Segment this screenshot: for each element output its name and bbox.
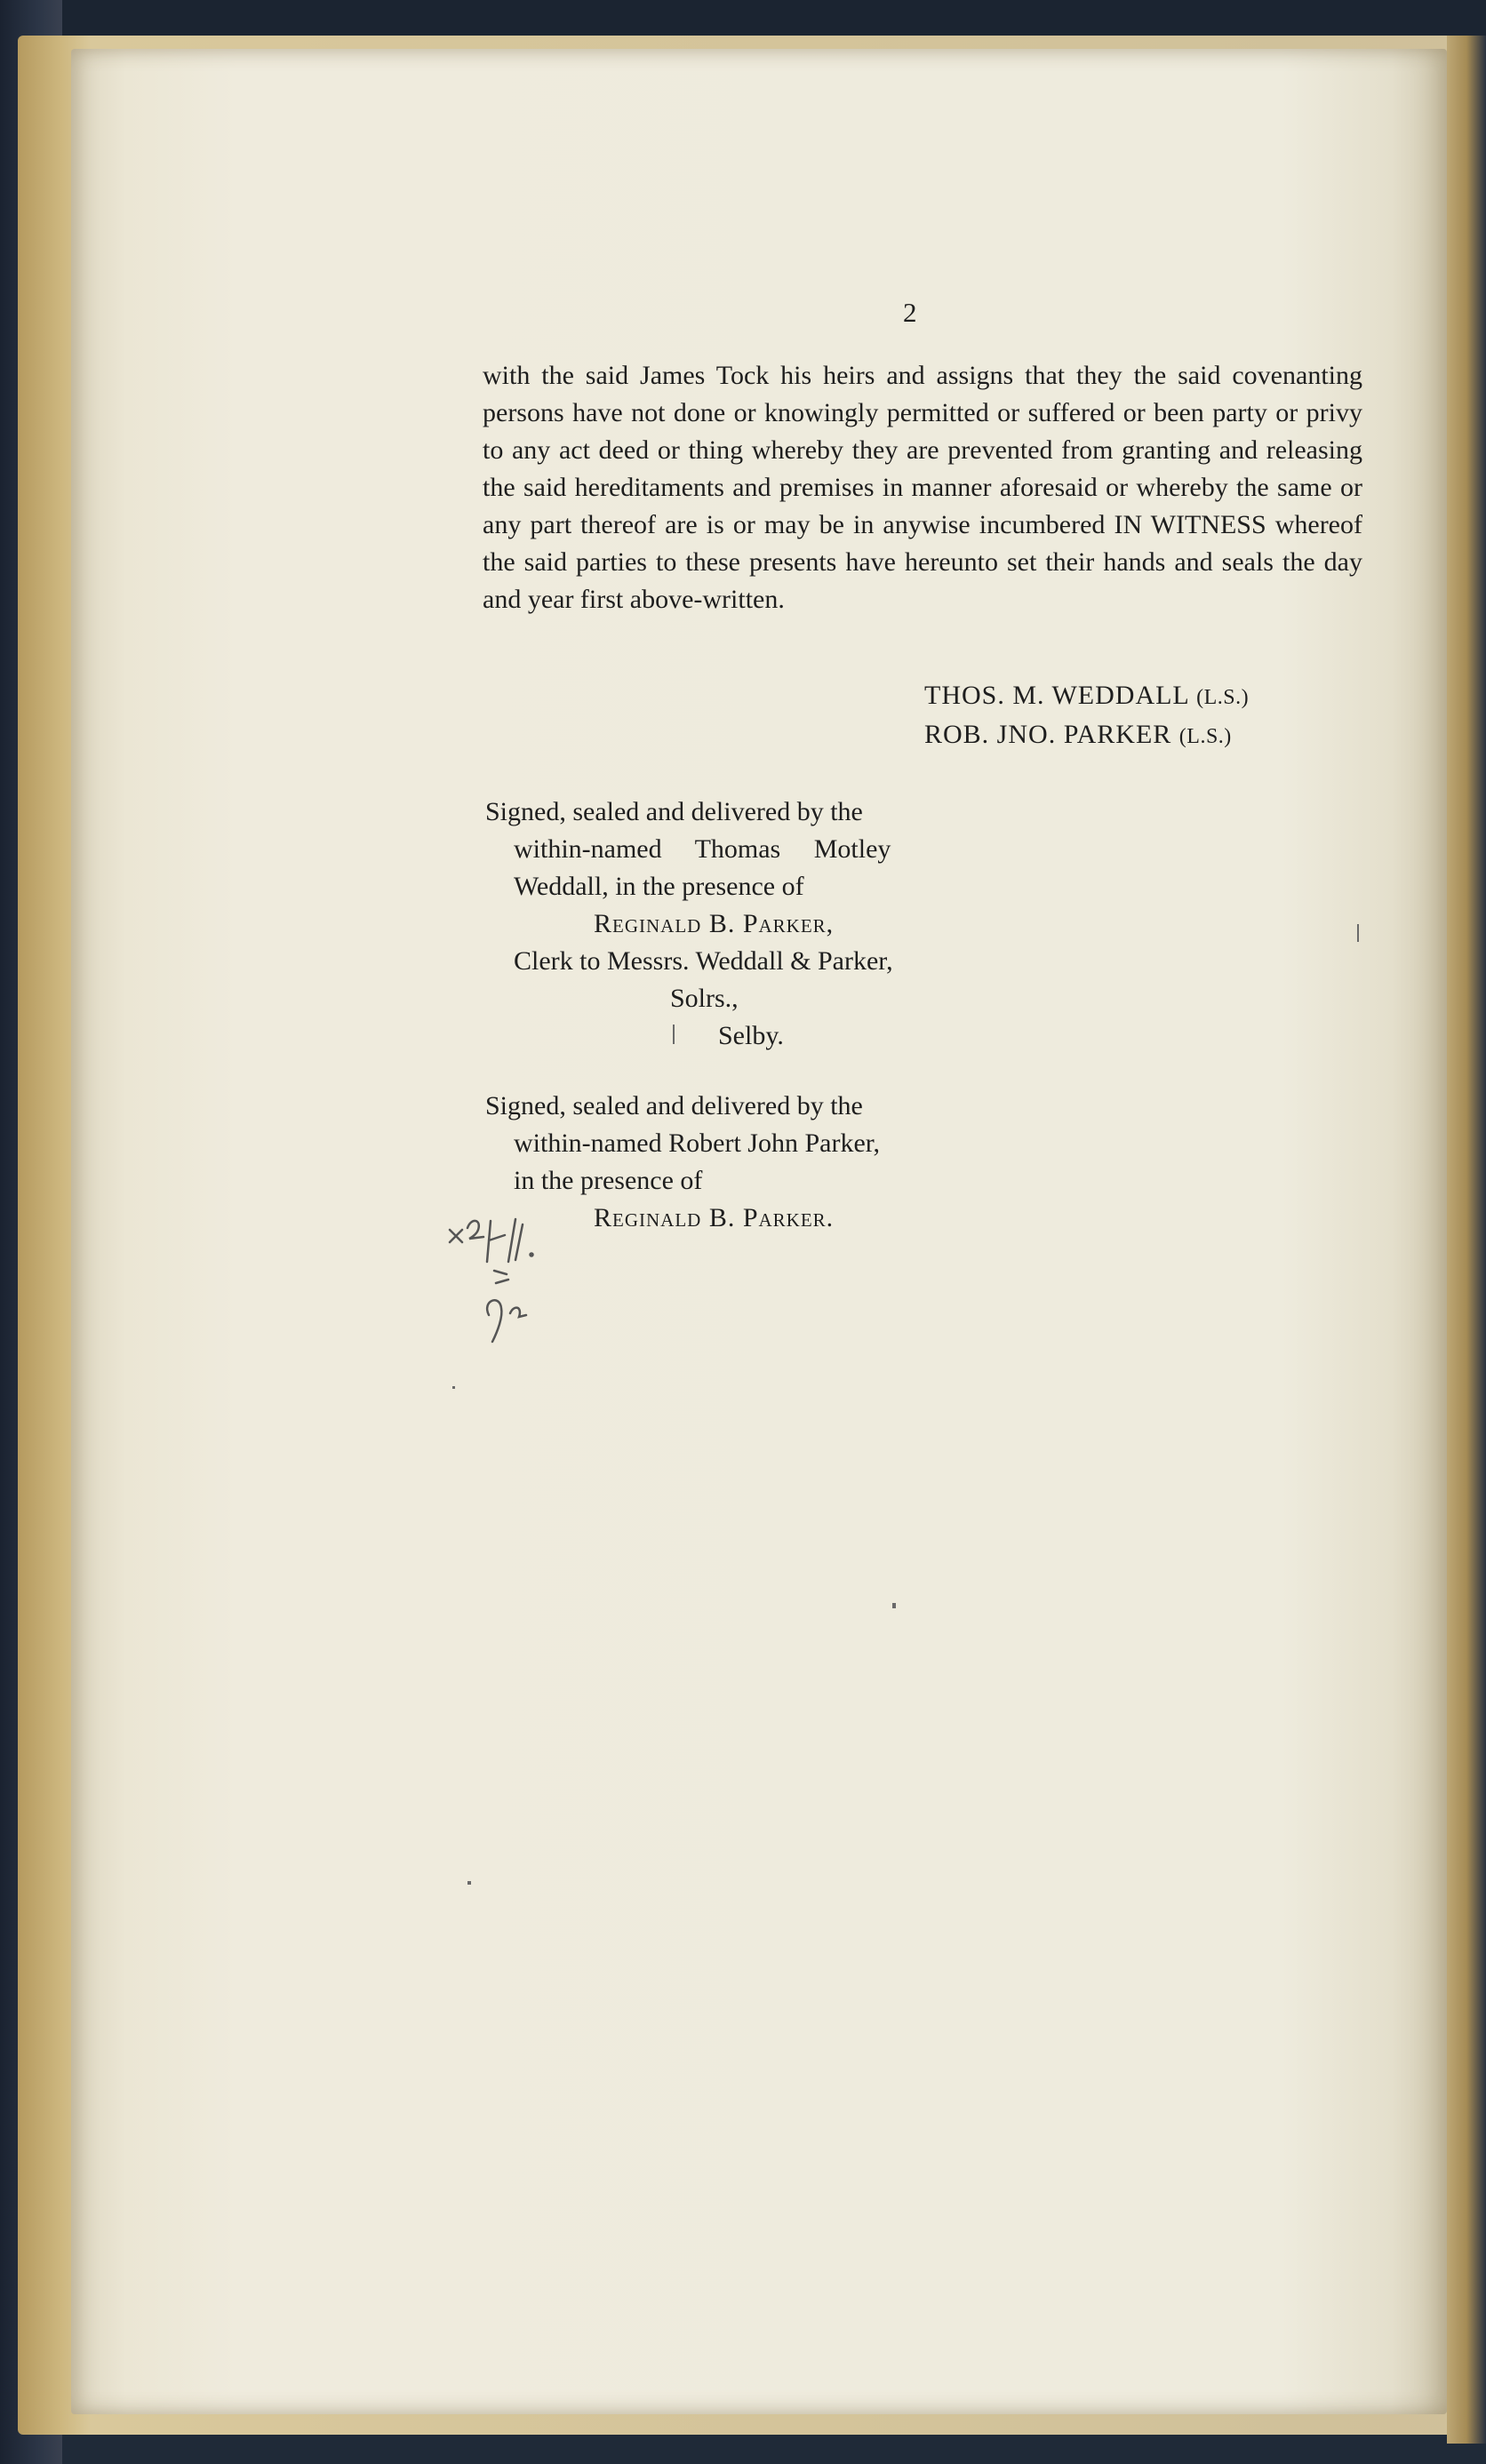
signature-block [924, 677, 1249, 755]
attestation-line: Weddall, in the presence of [514, 872, 804, 901]
attestation-line: within-named Thomas Motley [514, 834, 891, 864]
margin-dot [452, 1386, 455, 1389]
witness-name: Reginald B. Parker, [594, 909, 835, 938]
signatory-name: ROB. JNO. PARKER [924, 720, 1172, 749]
witness-name: Reginald B. Parker. [594, 1203, 835, 1232]
attestation-clause-weddall [485, 793, 893, 1055]
attestation-line: Signed, sealed and delivered by the [485, 1091, 863, 1120]
signature-line [924, 677, 1249, 716]
witness-place: Selby. [718, 1021, 784, 1050]
seal-mark: (L.S.) [1196, 686, 1250, 709]
margin-dot [467, 1881, 471, 1885]
witness-description: Solrs., [670, 984, 739, 1013]
seal-mark: (L.S.) [1178, 725, 1232, 748]
margin-tick [1357, 924, 1359, 942]
deed-paragraph: with the said James Tock his heirs and assigns that they the said covenanting persons have not done or knowingly permitted or suffered or been party or privy to any act deed or thing whereby they are prevented from granting and releasing the said hereditaments and premises in manner aforesaid or whereby the same or any part thereof are is or may be in anywise incumbered IN WITNESS whereof the said parties to these presents have hereunto set their hands and seals the day and year first above-written. [483, 361, 1362, 614]
witness-description: Clerk to Messrs. Weddall & Parker, [514, 946, 893, 976]
margin-tick [673, 1025, 675, 1044]
book-cover-top [0, 0, 1486, 40]
attestation-line: within-named Robert John Parker, [514, 1128, 881, 1158]
signature-line [924, 716, 1249, 755]
signatory-name: THOS. M. WEDDALL [924, 681, 1189, 710]
attestation-line: in the presence of [514, 1166, 703, 1195]
handwritten-pencil-note [443, 1208, 576, 1368]
attestation-line: Signed, sealed and delivered by the [485, 797, 863, 826]
page-stack-edge [1447, 36, 1486, 2444]
page-number: 2 [903, 297, 917, 328]
margin-dot [892, 1603, 896, 1608]
